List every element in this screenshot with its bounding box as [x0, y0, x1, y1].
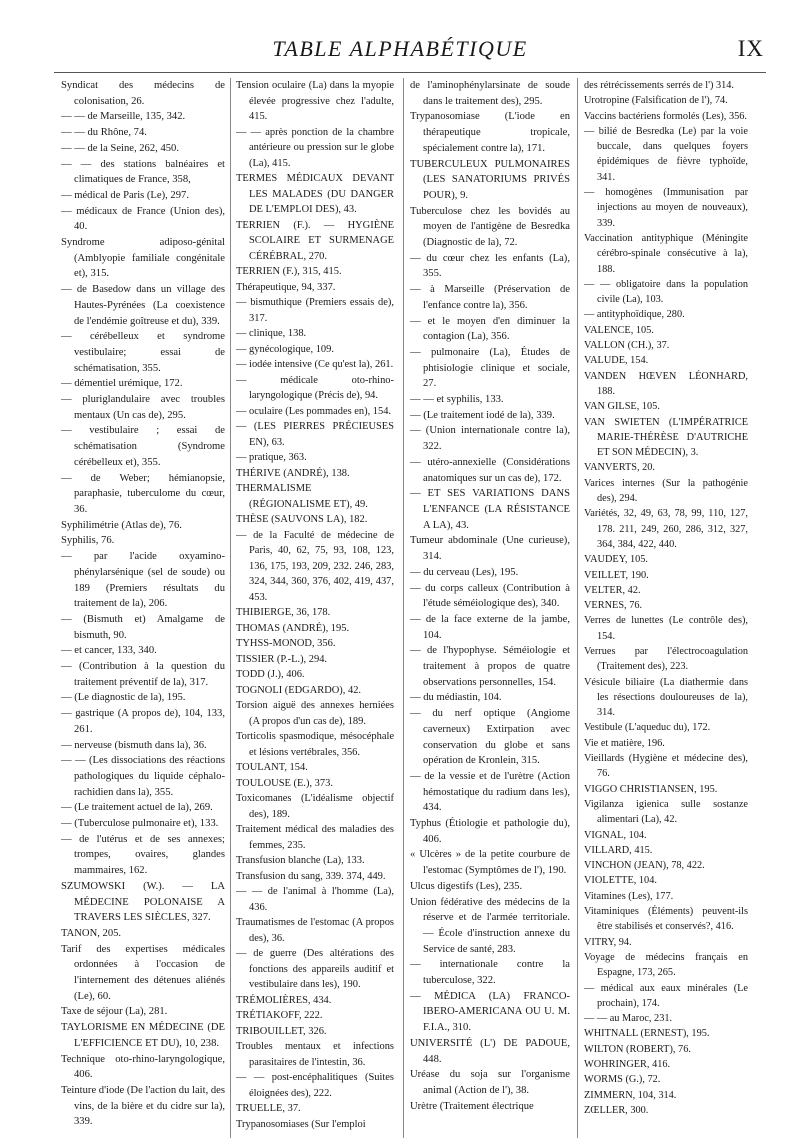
- index-entry: VIGGO CHRISTIANSEN, 195.: [584, 783, 718, 795]
- index-entry: Urotropine (Falsification de l'), 74.: [584, 95, 728, 107]
- index-entry: — de Basedow dans un village des Hautes-Pyrénées (La coexistence de l'endémie goîtreuse et du), 339.: [61, 284, 225, 327]
- index-entry: SZUMOWSKI (W.). — LA MÉDECINE POLONAISE A TRAVERS LES SIÈCLES, 327.: [61, 880, 225, 924]
- index-column-4: [584, 78, 748, 1140]
- index-entry: Vigilanza igienica sulle sostanze alimentari (La), 42.: [584, 798, 748, 826]
- index-entry: — de l'hypophyse. Séméiologie et traitement à propos de quatre observations personnelles, 154.: [410, 645, 570, 688]
- index-entry: — (Le traitement iodé de la), 339.: [410, 409, 555, 421]
- index-entry: TERRIEN (F.), 315, 415.: [236, 266, 342, 277]
- index-entry: Union fédérative des médecins de la réserve et de l'armée territoriale. — École d'instruction annexe du Service de santé, 283.: [410, 896, 570, 955]
- index-entry: — — de Marseille, 135, 342.: [61, 111, 186, 123]
- index-entry: Torticolis spasmodique, mésocéphale et lésions vertébrales, 356.: [236, 731, 394, 758]
- index-entry: — démentiel urémique, 172.: [61, 378, 183, 390]
- header-rule: [54, 72, 766, 73]
- index-entry: Tumeur abdominale (Une curieuse), 314.: [410, 535, 570, 563]
- index-entry: ZŒLLER, 300.: [584, 1104, 649, 1116]
- index-entry: Ulcus digestifs (Les), 235.: [410, 880, 523, 892]
- index-entry: des rétrécissements serrés de l') 314.: [584, 80, 734, 91]
- index-entry: — — des stations balnéaires et climatiques de France, 358,: [61, 158, 225, 186]
- index-entry: — par l'acide oxyamino-phénylarsénique (sel de soude) ou 189 (Premiers résultats du traitement de la), 206.: [61, 551, 225, 610]
- index-entry: — médicale oto-rhino-laryngologique (Précis de), 94.: [236, 374, 394, 401]
- index-entry: THIBIERGE, 36, 178.: [236, 607, 331, 618]
- index-entry: — du médiastin, 104.: [410, 692, 502, 704]
- index-entry: — bismuthique (Premiers essais de), 317.: [236, 297, 394, 324]
- index-entry: Vaccins bactériens formolés (Les), 356.: [584, 110, 747, 122]
- index-entry: — bilié de Besredka (Le) par la voie buccale, dans quelques foyers épidémiques de fièvre typhoïde, 341.: [584, 125, 748, 183]
- page-title: TABLE ALPHABÉTIQUE: [272, 36, 528, 61]
- index-entry: — du corps calleux (Contribution à l'étude séméiologique des), 340.: [410, 582, 570, 610]
- index-entry: TANON, 205.: [61, 927, 122, 939]
- index-entry: Tarif des expertises médicales ordonnées à l'occasion de l'internement des détenues aliénés (Le), 60.: [61, 943, 225, 1002]
- index-entry: Technique oto-rhino-laryngologique, 406.: [61, 1053, 225, 1081]
- index-entry: Tuberculose chez les bovidés au moyen de l'antigène de Besredka (Diagnostic de la), 72.: [410, 205, 570, 249]
- index-entry: — — de la Seine, 262, 450.: [61, 142, 179, 154]
- index-entry: TAYLORISME EN MÉDECINE (DE L'EFFICIENCE ET DU), 10, 238.: [61, 1022, 225, 1049]
- index-entry: TOULOUSE (E.), 373.: [236, 777, 333, 789]
- index-entry: VALUDE, 154.: [584, 355, 649, 367]
- index-entry: Transfusion du sang, 339. 374, 449.: [236, 870, 386, 882]
- index-entry: Traumatismes de l'estomac (A propos des), 36.: [236, 917, 394, 944]
- index-entry: — du nerf optique (Angiome caverneux) Extirpation avec conservation du globe et sans opération de Kronlein, 315.: [410, 708, 570, 767]
- index-entry: — utéro-annexielle (Considérations anatomiques sur un cas de), 172.: [410, 456, 570, 484]
- index-entry: Taxe de séjour (La), 281.: [61, 1006, 168, 1018]
- index-entry: VANDEN HŒVEN LÉONHARD, 188.: [584, 370, 748, 397]
- index-entry: VAN SWIETEN (L'IMPÉRATRICE MARIE-THÉRÈSE D'AUTRICHE ET SON MÉDECIN), 3.: [584, 416, 748, 459]
- index-entry: VALLON (CH.), 37.: [584, 340, 670, 352]
- index-entry: Trypanosomiases (Sur l'emploi: [236, 1118, 366, 1130]
- index-entry: Variétés, 32, 49, 63, 78, 99, 110, 127, 178. 211, 249, 260, 286, 312, 327, 364, 384, 422, 440.: [584, 508, 748, 550]
- index-entry: Thérapeutique, 94, 337.: [236, 281, 336, 293]
- index-entry: VIGNAL, 104.: [584, 829, 647, 841]
- index-entry: TOGNOLI (EDGARDO), 42.: [236, 684, 362, 696]
- index-entry: « Ulcères » de la petite courbure de l'estomac (Symptômes de l'), 190.: [410, 849, 570, 877]
- index-entry: Syphilis, 76.: [61, 535, 115, 547]
- index-entry: — (Contribution à la question du traitement préventif de la), 317.: [61, 661, 225, 688]
- index-entry: WORMS (G.), 72.: [584, 1074, 661, 1086]
- index-entry: VITRY, 94.: [584, 936, 632, 948]
- index-entry: Teinture d'iode (De l'action du lait, des vins, de la bière et du cidre sur la), 339.: [61, 1085, 225, 1128]
- index-entry: Syndicat des médecins de colonisation, 26.: [61, 80, 225, 107]
- index-entry: Syndrome adiposo-génital (Amblyopie familiale congénitale et), 315.: [61, 237, 225, 280]
- page-header: [0, 36, 800, 76]
- index-entry: Varices internes (Sur la pathogénie des), 294.: [584, 477, 748, 505]
- index-entry: TRUELLE, 37.: [236, 1103, 301, 1114]
- index-entry: VALENCE, 105.: [584, 324, 654, 336]
- index-entry: THÉRIVE (ANDRÉ), 138.: [236, 467, 350, 479]
- index-entry: THÈSE (SAUVONS LA), 182.: [236, 514, 368, 525]
- index-entry: Vie et matière, 196.: [584, 737, 665, 749]
- index-column-1: [61, 78, 225, 1140]
- column-divider: [230, 78, 231, 1138]
- index-entry: — — (Les dissociations des réactions pathologiques du liquide céphalo-rachidien dans la), 355.: [61, 755, 225, 798]
- index-entry: — — et syphilis, 133.: [410, 394, 504, 406]
- index-entry: — internationale contre la tuberculose, 322.: [410, 959, 570, 987]
- index-entry: Vitaminiques (Éléments) peuvent-ils être stabilisés et conservés?, 416.: [584, 906, 748, 933]
- index-entry: TRIBOUILLET, 326.: [236, 1025, 327, 1037]
- index-entry: — nerveuse (bismuth dans la), 36.: [61, 739, 207, 751]
- index-entry: — pluriglandulaire avec troubles mentaux (Un cas de), 295.: [61, 394, 225, 421]
- index-entry: TYHSS-MONOD, 356.: [236, 638, 336, 649]
- index-entry: — (Le traitement actuel de la), 269.: [61, 802, 213, 814]
- index-entry: — de guerre (Des altérations des fonctions des appareils auditif et vestibulaire dans les), 190.: [236, 948, 394, 990]
- index-entry: UNIVERSITÉ (L') DE PADOUE, 448.: [410, 1037, 570, 1065]
- index-entry: Vieillards (Hygiène et médecine des), 76.: [584, 753, 748, 780]
- index-entry: — médicaux de France (Union des), 40.: [61, 205, 225, 233]
- index-entry: VIOLETTE, 104.: [584, 875, 657, 887]
- index-entry: — ET SES VARIATIONS DANS L'ENFANCE (LA RÉSISTANCE A LA), 43.: [410, 488, 570, 531]
- index-entry: — médical de Paris (Le), 297.: [61, 189, 189, 201]
- index-entry: — — après ponction de la chambre antérieure ou pression sur le globe (La), 415.: [236, 126, 394, 169]
- index-entry: THOMAS (ANDRÉ), 195.: [236, 622, 350, 634]
- index-entry: Traitement médical des maladies des femmes, 235.: [236, 824, 394, 851]
- index-entry: Torsion aiguë des annexes herniées (A propos d'un cas de), 189.: [236, 700, 394, 727]
- index-entry: TERRIEN (F.). — HYGIÈNE SCOLAIRE ET SURMENAGE CÉRÉBRAL, 270.: [236, 219, 394, 262]
- index-entry: Toxicomanes (L'idéalisme objectif des), 189.: [236, 793, 394, 820]
- index-entry: Vaccination antityphique (Méningite cérébro-spinale consécutive à la), 188.: [584, 232, 748, 275]
- index-entry: — gastrique (A propos de), 104, 133, 261.: [61, 708, 225, 735]
- index-entry: — (LES PIERRES PRÉCIEUSES EN), 63.: [236, 421, 394, 448]
- index-entry: VEILLET, 190.: [584, 569, 649, 581]
- index-entry: — de la face externe de la jambe, 104.: [410, 613, 570, 641]
- index-entry: VAN GILSE, 105.: [584, 401, 660, 413]
- index-entry: — iodée intensive (Ce qu'est la), 261.: [236, 359, 394, 370]
- index-entry: TISSIER (P.-L.), 294.: [236, 653, 328, 665]
- index-entry: Verres de lunettes (Le contrôle des), 154.: [584, 615, 748, 642]
- index-entry: TOULANT, 154.: [236, 762, 308, 773]
- index-entry: — — post-encéphalitiques (Suites éloignées des), 222.: [236, 1072, 394, 1099]
- index-entry: Vitamines (Les), 177.: [584, 890, 674, 902]
- index-entry: TERMES MÉDICAUX DEVANT LES MALADES (DU DANGER DE L'EMPLOI DES), 43.: [236, 173, 394, 215]
- index-entry: de l'aminophénylarsinate de soude dans le traitement des), 295.: [410, 80, 570, 107]
- index-entry: Uréase du soja sur l'organisme animal (Action de l'), 38.: [410, 1069, 570, 1096]
- index-entry: VERNES, 76.: [584, 600, 643, 612]
- index-entry: Transfusion blanche (La), 133.: [236, 855, 365, 866]
- index-entry: — — du Rhône, 74.: [61, 127, 147, 139]
- index-entry: Urètre (Traitement électrique: [410, 1100, 534, 1112]
- index-entry: — — obligatoire dans la population civile (La), 103.: [584, 278, 748, 306]
- index-entry: Voyage de médecins français en Espagne, 173, 265.: [584, 951, 748, 979]
- index-entry: — à Marseille (Préservation de l'enfance contre la), 356.: [410, 284, 570, 311]
- index-entry: ZIMMERN, 104, 314.: [584, 1089, 677, 1101]
- index-entry: Tension oculaire (La) dans la myopie élevée progressive chez l'adulte, 415.: [236, 80, 394, 122]
- index-entry: — de la Faculté de médecine de Paris, 40, 62, 75, 93, 108, 123, 136, 175, 193, 209, 232. 246, 283, 324, 344, 360, 376, 402, 419, 437, 453.: [236, 529, 394, 603]
- index-entry: Verrues par l'électrocoagulation (Traitement des), 223.: [584, 645, 748, 673]
- index-entry: Vestibule (L'aqueduc du), 172.: [584, 722, 711, 734]
- index-entry: WOHRINGER, 416.: [584, 1059, 671, 1070]
- index-entry: — antityphoïdique, 280.: [584, 309, 685, 321]
- index-entry: — (Union internationale contre la), 322.: [410, 425, 570, 453]
- index-entry: — du cerveau (Les), 195.: [410, 566, 519, 578]
- index-entry: — médical aux eaux minérales (Le prochain), 174.: [584, 982, 748, 1009]
- index-entry: — de l'utérus et de ses annexes; trompes, ovaires, glandes mammaires, 162.: [61, 833, 225, 877]
- index-entry: — — de l'animal à l'homme (La), 436.: [236, 886, 394, 913]
- index-entry: — pratique, 363.: [236, 452, 307, 463]
- index-entry: WILTON (ROBERT), 76.: [584, 1043, 691, 1055]
- index-column-3: [410, 78, 570, 1140]
- index-entry: — — au Maroc, 231.: [584, 1013, 673, 1025]
- index-entry: — gynécologique, 109.: [236, 343, 334, 355]
- index-entry: — (Tuberculose pulmonaire et), 133.: [61, 818, 219, 830]
- page-number: IX: [737, 36, 764, 61]
- index-entry: — et le moyen d'en diminuer la contagion (La), 356.: [410, 315, 570, 343]
- index-entry: — de la vessie et de l'urètre (Action hémostatique du radium dans les), 434.: [410, 770, 570, 814]
- index-entry: Vésicule biliaire (La diathermie dans les résections douloureuses de la), 314.: [584, 676, 748, 719]
- index-entry: VILLARD, 415.: [584, 844, 653, 856]
- index-entry: TRÉMOLIÈRES, 434.: [236, 994, 332, 1006]
- index-entry: — MÉDICA (LA) FRANCO-IBERO-AMERICANA OU U. M. F.I.A., 310.: [410, 990, 570, 1034]
- index-column-2: [236, 78, 394, 1140]
- index-entry: THERMALISME (RÉGIONALISME ET), 49.: [236, 483, 368, 510]
- index-entry: VANVERTS, 20.: [584, 462, 655, 474]
- index-entry: — cérébelleux et syndrome vestibulaire; essai de schématisation, 355.: [61, 331, 225, 374]
- index-entry: VELTER, 42.: [584, 584, 641, 596]
- index-entry: — du cœur chez les enfants (La), 355.: [410, 252, 570, 280]
- index-entry: Syphilimétrie (Atlas de), 76.: [61, 519, 182, 531]
- index-entry: Typhus (Étiologie et pathologie du), 406.: [410, 818, 570, 845]
- index-entry: Trypanosomiase (L'iode en thérapeutique tropicale, spécialement contre la), 171.: [410, 111, 570, 154]
- index-entry: TRÉTIAKOFF, 222.: [236, 1010, 323, 1021]
- index-entry: WHITNALL (ERNEST), 195.: [584, 1028, 710, 1040]
- index-entry: TUBERCULEUX PULMONAIRES (LES SANATORIUMS PRIVÉS POUR), 9.: [410, 158, 570, 201]
- index-entry: — (Bismuth et) Amalgame de bismuth, 90.: [61, 613, 225, 641]
- index-entry: — vestibulaire ; essai de schématisation (Syndrome cérébelleux et), 355.: [61, 425, 225, 468]
- index-entry: — et cancer, 133, 340.: [61, 645, 157, 657]
- index-entry: — clinique, 138.: [236, 328, 307, 339]
- index-entry: — (Le diagnostic de la), 195.: [61, 692, 186, 704]
- index-entry: — de Weber; hémianopsie, paraphasie, tuberculome du cœur, 36.: [61, 472, 225, 515]
- index-entry: — oculaire (Les pommades en), 154.: [236, 405, 392, 417]
- index-entry: VAUDEY, 105.: [584, 554, 648, 566]
- index-entry: — homogènes (Immunisation par injections au moyen de nouveaux), 339.: [584, 187, 748, 229]
- column-divider: [577, 78, 578, 1138]
- index-entry: TODD (J.), 406.: [236, 669, 305, 680]
- index-entry: — pulmonaire (La), Études de phtisiologie clinique et sociale, 27.: [410, 346, 570, 390]
- index-entry: VINCHON (JEAN), 78, 422.: [584, 860, 705, 872]
- column-divider: [403, 78, 404, 1138]
- index-entry: Troubles mentaux et infections parasitaires de l'intestin, 36.: [236, 1041, 394, 1068]
